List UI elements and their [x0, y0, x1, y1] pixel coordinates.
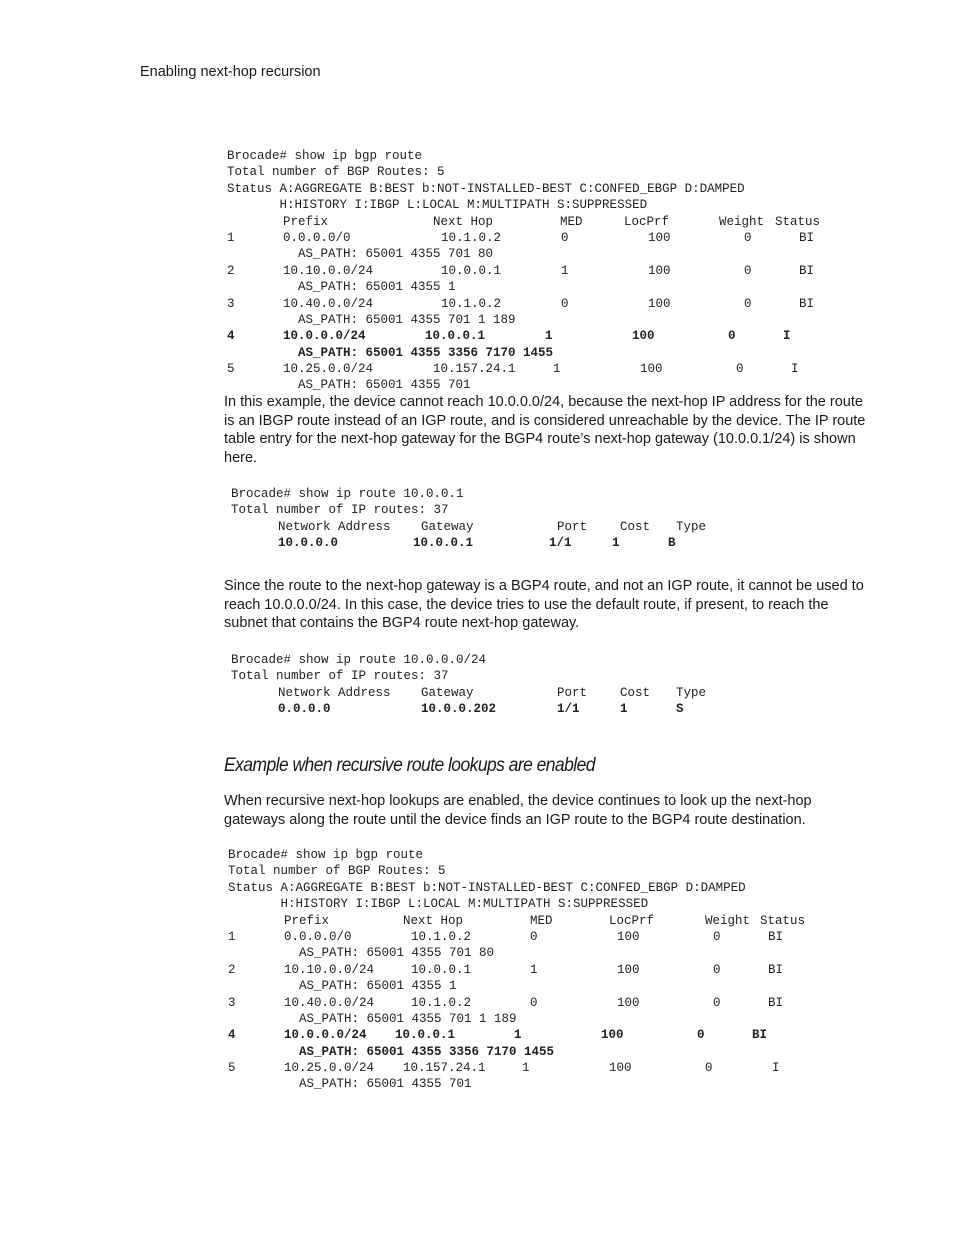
- row-nexthop: 10.0.0.1: [395, 1028, 456, 1043]
- row-status: I: [783, 329, 791, 344]
- row-prefix: 10.0.0.0/24: [283, 329, 366, 344]
- row-prefix: 10.0.0.0/24: [284, 1028, 367, 1043]
- as-path-line: [227, 345, 867, 361]
- row-nexthop: 10.1.0.2: [411, 929, 472, 944]
- row-status: BI: [799, 296, 815, 311]
- col-status-header: Status: [775, 214, 821, 229]
- col-network-header: Network Address: [278, 519, 391, 534]
- row-number: 2: [228, 962, 236, 977]
- row-aspath: AS_PATH: 65001 4355 3356 7170 1455: [298, 345, 554, 360]
- row-cost: 1: [612, 536, 620, 551]
- row-prefix: 10.40.0.0/24: [284, 995, 375, 1010]
- column-header-row: [228, 913, 868, 929]
- col-nexthop-header: Next Hop: [433, 214, 494, 229]
- table-row: [231, 535, 831, 551]
- row-status: BI: [768, 929, 784, 944]
- row-port: 1/1: [549, 536, 572, 551]
- row-cost: 1: [620, 702, 628, 717]
- row-aspath: AS_PATH: 65001 4355 701 80: [298, 247, 494, 262]
- row-aspath: AS_PATH: 65001 4355 701 1 189: [298, 312, 516, 327]
- code-line: Total number of BGP Routes: 5: [227, 165, 445, 180]
- as-path-line: [227, 377, 867, 393]
- row-port: 1/1: [557, 702, 580, 717]
- row-med: 1: [545, 329, 553, 344]
- row-status: BI: [799, 263, 815, 278]
- row-med: 1: [561, 263, 569, 278]
- row-nexthop: 10.157.24.1: [433, 362, 516, 377]
- row-aspath: AS_PATH: 65001 4355 701: [298, 378, 471, 393]
- row-locprf: 100: [648, 296, 671, 311]
- body-paragraph: Since the route to the next-hop gateway is a BGP4 route, and not an IGP route, it cannot be used to reach 10.0.0.0/24. In this case, the device tries to use the default route, if present, to reach the subnet that contains the BGP4 route next-hop gateway.: [224, 578, 864, 632]
- row-locprf: 100: [632, 329, 655, 344]
- row-gateway: 10.0.0.1: [413, 536, 474, 551]
- code-block-bgp-route-2: [228, 847, 868, 1093]
- row-status: BI: [768, 962, 784, 977]
- row-med: 1: [514, 1028, 522, 1043]
- col-network-header: Network Address: [278, 685, 391, 700]
- code-line: Total number of IP routes: 37: [231, 503, 449, 518]
- col-prefix-header: Prefix: [283, 214, 329, 229]
- code-line: Brocade# show ip bgp route: [227, 149, 423, 163]
- col-cost-header: Cost: [620, 685, 651, 700]
- col-weight-header: Weight: [705, 913, 751, 928]
- code-line: Status A:AGGREGATE B:BEST b:NOT-INSTALLED-BEST C:CONFED_EBGP D:DAMPED: [227, 181, 745, 196]
- col-prefix-header: Prefix: [284, 913, 330, 928]
- row-weight: 0: [744, 230, 752, 245]
- row-network: 10.0.0.0: [278, 536, 339, 551]
- table-row: [231, 701, 831, 717]
- row-aspath: AS_PATH: 65001 4355 701: [299, 1077, 472, 1092]
- row-med: 0: [530, 995, 538, 1010]
- row-weight: 0: [697, 1028, 705, 1043]
- row-med: 0: [561, 230, 569, 245]
- code-line: Status A:AGGREGATE B:BEST b:NOT-INSTALLED-BEST C:CONFED_EBGP D:DAMPED: [228, 880, 746, 895]
- row-aspath: AS_PATH: 65001 4355 701 80: [299, 946, 495, 961]
- as-path-line: [227, 279, 867, 295]
- row-status: I: [772, 1061, 780, 1076]
- row-locprf: 100: [648, 230, 671, 245]
- row-med: 0: [530, 929, 538, 944]
- row-locprf: 100: [617, 929, 640, 944]
- row-med: 1: [530, 962, 538, 977]
- row-locprf: 100: [648, 263, 671, 278]
- row-status: BI: [752, 1028, 768, 1043]
- row-nexthop: 10.1.0.2: [411, 995, 472, 1010]
- row-number: 2: [227, 263, 235, 278]
- col-port-header: Port: [557, 685, 588, 700]
- row-number: 4: [228, 1028, 236, 1043]
- row-type: S: [676, 702, 684, 717]
- as-path-line: [228, 1044, 868, 1060]
- row-nexthop: 10.0.0.1: [411, 962, 472, 977]
- code-line: Brocade# show ip route 10.0.0.0/24: [231, 653, 487, 667]
- row-med: 0: [561, 296, 569, 311]
- row-prefix: 10.10.0.0/24: [283, 263, 374, 278]
- code-line: Brocade# show ip route 10.0.0.1: [231, 487, 464, 501]
- col-type-header: Type: [676, 519, 707, 534]
- row-type: B: [668, 536, 676, 551]
- col-cost-header: Cost: [620, 519, 651, 534]
- col-gateway-header: Gateway: [421, 685, 474, 700]
- table-row-highlighted: [228, 1027, 868, 1043]
- code-line: Total number of IP routes: 37: [231, 669, 449, 684]
- column-header-row: [231, 519, 831, 535]
- row-number: 4: [227, 329, 235, 344]
- row-weight: 0: [728, 329, 736, 344]
- col-locprf-header: LocPrf: [609, 913, 655, 928]
- row-status: I: [791, 362, 799, 377]
- row-number: 1: [227, 230, 235, 245]
- row-weight: 0: [713, 995, 721, 1010]
- code-line: Brocade# show ip bgp route: [228, 848, 424, 862]
- row-network: 0.0.0.0: [278, 702, 331, 717]
- table-row: [228, 995, 868, 1011]
- row-weight: 0: [736, 362, 744, 377]
- col-med-header: MED: [560, 214, 583, 229]
- table-row: [228, 962, 868, 978]
- as-path-line: [228, 978, 868, 994]
- row-weight: 0: [713, 929, 721, 944]
- row-prefix: 10.25.0.0/24: [284, 1061, 375, 1076]
- as-path-line: [228, 945, 868, 961]
- code-line: Total number of BGP Routes: 5: [228, 864, 446, 879]
- row-status: BI: [799, 230, 815, 245]
- row-med: 1: [553, 362, 561, 377]
- table-row: [227, 230, 867, 246]
- code-block-bgp-route-1: [227, 148, 867, 394]
- row-weight: 0: [705, 1061, 713, 1076]
- row-number: 5: [227, 362, 235, 377]
- table-row: [228, 929, 868, 945]
- row-prefix: 10.40.0.0/24: [283, 296, 374, 311]
- row-gateway: 10.0.0.202: [421, 702, 497, 717]
- row-nexthop: 10.0.0.1: [441, 263, 502, 278]
- as-path-line: [228, 1011, 868, 1027]
- row-aspath: AS_PATH: 65001 4355 701 1 189: [299, 1011, 517, 1026]
- row-prefix: 10.10.0.0/24: [284, 962, 375, 977]
- row-prefix: 0.0.0.0/0: [283, 230, 351, 245]
- table-row: [227, 361, 867, 377]
- column-header-row: [227, 214, 867, 230]
- section-heading: Example when recursive route lookups are enabled: [224, 755, 595, 776]
- row-weight: 0: [744, 296, 752, 311]
- row-number: 3: [228, 995, 236, 1010]
- code-block-ip-route-2: [231, 652, 831, 718]
- table-row: [227, 296, 867, 312]
- code-block-ip-route-1: [231, 486, 831, 552]
- code-line: H:HISTORY I:IBGP L:LOCAL M:MULTIPATH S:SUPPRESSED: [227, 198, 648, 213]
- row-aspath: AS_PATH: 65001 4355 3356 7170 1455: [299, 1044, 555, 1059]
- table-row: [228, 1060, 868, 1076]
- body-paragraph: In this example, the device cannot reach 10.0.0.0/24, because the next-hop IP address for the route is an IBGP route instead of an IGP route, and is considered unreachable by the device. The IP route table entry for the next-hop gateway for the BGP4 route’s next-hop gateway (10.0.0.1/24) is shown here.: [224, 394, 866, 466]
- row-aspath: AS_PATH: 65001 4355 1: [298, 280, 456, 295]
- col-nexthop-header: Next Hop: [403, 913, 464, 928]
- col-type-header: Type: [676, 685, 707, 700]
- row-aspath: AS_PATH: 65001 4355 1: [299, 979, 457, 994]
- row-number: 1: [228, 929, 236, 944]
- row-locprf: 100: [617, 995, 640, 1010]
- table-row: [227, 263, 867, 279]
- row-locprf: 100: [640, 362, 663, 377]
- row-locprf: 100: [617, 962, 640, 977]
- row-locprf: 100: [609, 1061, 632, 1076]
- col-status-header: Status: [760, 913, 806, 928]
- col-gateway-header: Gateway: [421, 519, 474, 534]
- row-prefix: 0.0.0.0/0: [284, 929, 352, 944]
- column-header-row: [231, 685, 831, 701]
- row-nexthop: 10.1.0.2: [441, 230, 502, 245]
- row-weight: 0: [744, 263, 752, 278]
- as-path-line: [228, 1076, 868, 1092]
- row-weight: 0: [713, 962, 721, 977]
- running-head: Enabling next-hop recursion: [140, 64, 321, 80]
- row-prefix: 10.25.0.0/24: [283, 362, 374, 377]
- row-nexthop: 10.0.0.1: [425, 329, 486, 344]
- row-nexthop: 10.1.0.2: [441, 296, 502, 311]
- as-path-line: [227, 312, 867, 328]
- row-status: BI: [768, 995, 784, 1010]
- code-line: H:HISTORY I:IBGP L:LOCAL M:MULTIPATH S:SUPPRESSED: [228, 897, 649, 912]
- row-med: 1: [522, 1061, 530, 1076]
- as-path-line: [227, 246, 867, 262]
- col-locprf-header: LocPrf: [624, 214, 670, 229]
- row-number: 5: [228, 1061, 236, 1076]
- col-port-header: Port: [557, 519, 588, 534]
- col-med-header: MED: [530, 913, 553, 928]
- col-weight-header: Weight: [719, 214, 765, 229]
- row-locprf: 100: [601, 1028, 624, 1043]
- row-nexthop: 10.157.24.1: [403, 1061, 486, 1076]
- table-row-highlighted: [227, 328, 867, 344]
- row-number: 3: [227, 296, 235, 311]
- body-paragraph: When recursive next-hop lookups are enabled, the device continues to look up the next-hop gateways along the route until the device finds an IGP route to the BGP4 route destination.: [224, 793, 812, 828]
